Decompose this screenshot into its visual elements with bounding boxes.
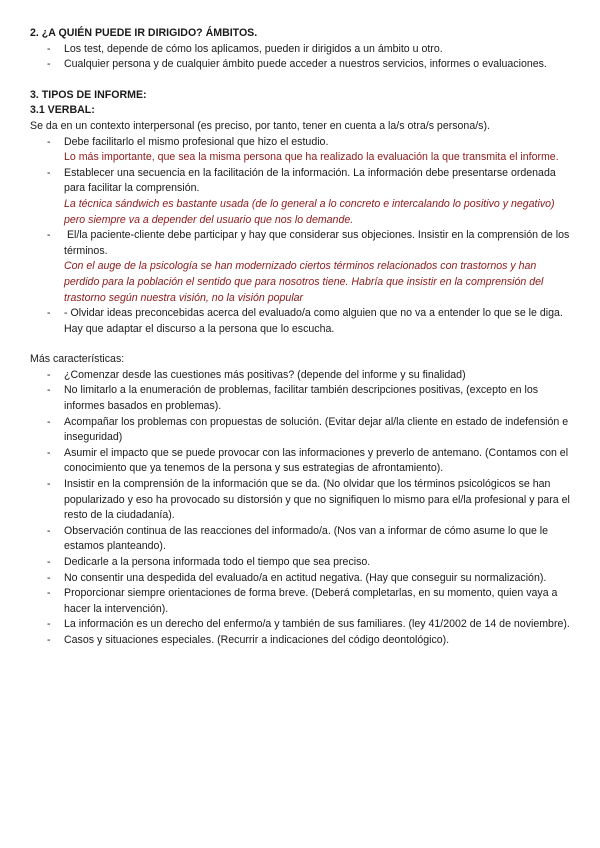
list-item: - Cualquier persona y de cualquier ámbito puede acceder a nuestros servicios, informes o evaluaciones. <box>30 57 570 73</box>
list-item: - Observación continua de las reacciones del informado/a. (Nos van a informar de cómo asume lo que le estamos planteando). <box>30 524 570 555</box>
section-mas-caracteristicas <box>30 352 570 648</box>
list-item-text: - Establecer una secuencia en la facilitación de la información. La información debe presentarse ordenada para facilitar la comprensión. <box>64 166 556 195</box>
section2-list <box>30 42 570 73</box>
more-list <box>30 368 570 649</box>
list-item-text: - Debe facilitarlo el mismo profesional que hizo el estudio. <box>64 135 329 148</box>
list-item: - Los test, depende de cómo los aplicamos, pueden ir dirigidos a un ámbito u otro. <box>30 42 570 58</box>
verbal-list <box>30 135 573 338</box>
list-item: - Dedicarle a la persona informada todo el tiempo que sea preciso. <box>30 555 570 571</box>
section3-heading: 3. TIPOS DE INFORME: <box>30 88 147 101</box>
list-item <box>30 228 573 306</box>
list-item-text: - El/la paciente-cliente debe participar y hay que considerar sus objeciones. Insistir en la comprensión de los términos. <box>64 229 573 257</box>
list-item: - ¿Comenzar desde las cuestiones más positivas? (depende del informe y su finalidad) <box>30 368 570 384</box>
list-item: - Proporcionar siempre orientaciones de forma breve. (Deberá completarlas, en su momento, quien vaya a hacer la intervención). <box>30 586 570 617</box>
list-item: - Casos y situaciones especiales. (Recurrir a indicaciones del código deontológico). <box>30 633 570 649</box>
list-item-note: Lo más importante, que sea la misma persona que ha realizado la evaluación la que transmita el informe. <box>64 151 559 164</box>
list-item <box>30 135 570 166</box>
list-item-note: Con el auge de la psicología se han modernizado ciertos términos relacionados con trastornos y han perdido para la población el sentido que para nosotros tiene. Habría que insistir en la comprensión del trastorno según nuestra visión, no la visión popular <box>64 260 544 304</box>
more-heading: Más características: <box>30 353 125 366</box>
list-item: - Insistir en la comprensión de la información que se da. (No olvidar que los términos psicológicos se han popularizado y eso ha provocado su distorsión y que no signifiquen lo mismo para el/la profesional y para el resto de la ciudadanía). <box>30 477 570 524</box>
section2-heading: 2. ¿A QUIÉN PUEDE IR DIRIGIDO? ÁMBITOS. <box>30 27 258 39</box>
section3-subheading: 3.1 VERBAL: <box>30 104 95 117</box>
list-item: - No limitarlo a la enumeración de problemas, facilitar también descripciones positivas, (excepto en los informes basados en problemas). <box>30 383 570 414</box>
list-item <box>30 306 570 337</box>
section3-intro: Se da en un contexto interpersonal (es preciso, por tanto, tener en cuenta a la/s otra/s persona/s). <box>30 119 490 132</box>
list-item-text: - - Olvidar ideas preconcebidas acerca del evaluado/a como alguien que no va a entender lo que se le diga. Hay que adaptar el discurso a la persona que lo escucha. <box>64 307 563 335</box>
list-item: - Acompañar los problemas con propuestas de solución. (Evitar dejar al/la cliente en estado de indefensión e inseguridad) <box>30 415 570 446</box>
list-item <box>30 166 570 228</box>
list-item: - Asumir el impacto que se puede provocar con las informaciones y preverlo de antemano. (Contamos con el conocimiento que ya tenemos de la persona y sus estrategias de afrontamiento). <box>30 446 570 477</box>
section-tipos-informe <box>30 88 573 338</box>
list-item: - No consentir una despedida del evaluado/a en actitud negativa. (Hay que conseguir su normalización). <box>30 571 570 587</box>
section-ambitos <box>30 26 570 73</box>
list-item-note: La técnica sándwich es bastante usada (de lo general a lo concreto e intercalando lo positivo y negativo) pero siempre va a depender del usuario que nos lo demande. <box>64 197 555 226</box>
list-item: - La información es un derecho del enfermo/a y también de sus familiares. (ley 41/2002 de 14 de noviembre). <box>30 617 570 633</box>
